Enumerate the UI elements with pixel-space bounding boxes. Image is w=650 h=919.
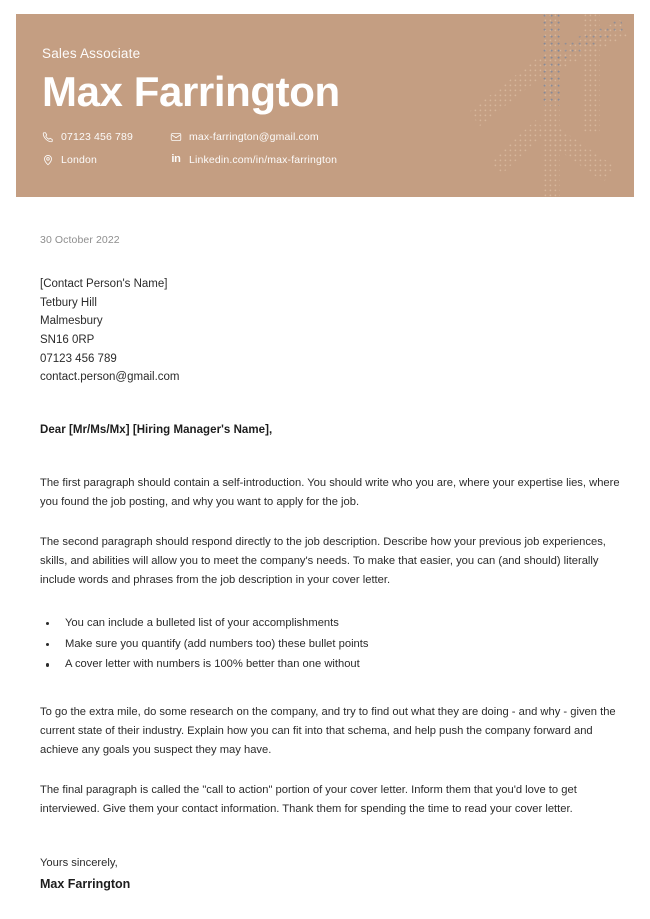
recipient-line: Malmesbury <box>40 315 103 328</box>
job-title: Sales Associate <box>42 46 141 61</box>
contact-email[interactable] <box>170 131 634 143</box>
letter-date: 30 October 2022 <box>40 234 120 246</box>
body-paragraph-1: The first paragraph should contain a self-introduction. You should write who you are, where your expertise lies, where you found the job posting, and why you want to apply for the job. <box>40 476 620 508</box>
body-paragraph-4: The final paragraph is called the "call to action" portion of your cover letter. Inform them that you'd love to get interviewed. Give them your contact information. Thank them for spending the time to read your cover letter. <box>40 784 577 816</box>
recipient-line: 07123 456 789 <box>40 352 117 365</box>
letter-header-banner <box>16 14 634 197</box>
list-item: You can include a bulleted list of your accomplishments <box>40 613 630 634</box>
phone-icon <box>42 131 54 143</box>
contact-linkedin-value: Linkedin.com/in/max-farrington <box>189 153 338 166</box>
linkedin-icon-glyph: in <box>171 153 181 166</box>
linkedin-icon <box>170 154 182 166</box>
contact-details <box>42 131 634 166</box>
envelope-icon <box>170 131 182 143</box>
recipient-line: SN16 0RP <box>40 333 95 346</box>
closing-text: Yours sincerely, <box>40 857 118 870</box>
letter-body <box>40 234 630 894</box>
recipient-line: Tetbury Hill <box>40 296 97 309</box>
list-item: Make sure you quantify (add numbers too) these bullet points <box>40 634 630 655</box>
body-paragraph-2: The second paragraph should respond directly to the job description. Describe how your previous job experiences, skills, and abilities will allow you to meet the company's needs. To make that easier, you can (and should) literally include words and phrases from the job description in your cover letter. <box>40 536 606 586</box>
recipient-line: contact.person@gmail.com <box>40 371 180 384</box>
contact-phone-value: 07123 456 789 <box>61 130 134 143</box>
header-content <box>16 14 634 166</box>
contact-phone[interactable] <box>42 131 170 143</box>
applicant-name: Max Farrington <box>42 68 340 115</box>
contact-location[interactable] <box>42 154 170 166</box>
contact-linkedin[interactable] <box>170 154 634 166</box>
recipient-address-block <box>40 275 630 387</box>
recipient-line: [Contact Person's Name] <box>40 278 168 290</box>
body-paragraph-3: To go the extra mile, do some research on the company, and try to find out what they are doing - and why - given the current state of their industry. Explain how you can fit into that schema, and help push the company forward and achieve any goals you suspect they may have. <box>40 705 616 756</box>
list-item: A cover letter with numbers is 100% better than one without <box>40 654 630 675</box>
accomplishments-list <box>40 613 630 675</box>
contact-email-value: max-farrington@gmail.com <box>189 130 319 143</box>
location-pin-icon <box>42 154 54 166</box>
salutation: Dear [Mr/Ms/Mx] [Hiring Manager's Name], <box>40 423 273 436</box>
closing-block <box>40 854 630 894</box>
signature-name: Max Farrington <box>40 877 131 892</box>
contact-location-value: London <box>61 153 97 166</box>
